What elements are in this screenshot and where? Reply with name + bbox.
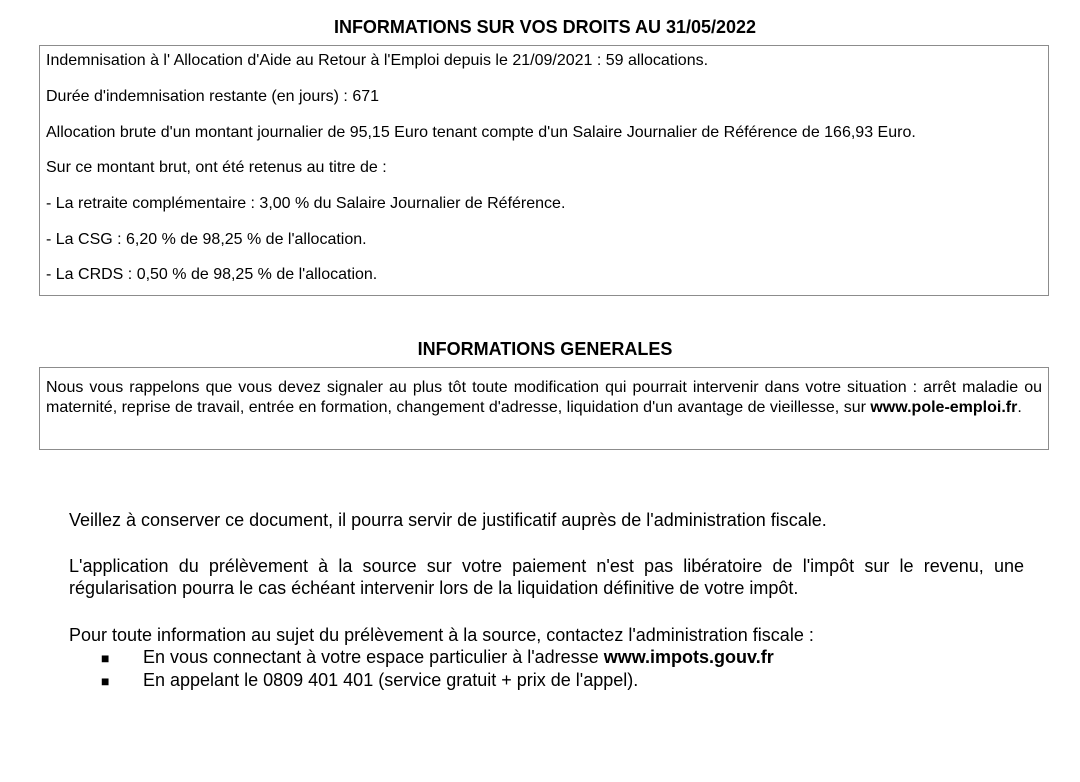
bullet-web-text: En vous connectant à votre espace particulier à l'adresse: [143, 647, 604, 667]
bullet-square-icon: ■: [101, 673, 110, 689]
general-text-body: Nous vous rappelons que vous devez signaler au plus tôt toute modification qui pourrait intervenir dans votre situation : arrêt maladie ou maternité, reprise de travail, entrée en formation, changement d'adresse, liquidation d'un avantage de vieillesse, sur: [46, 379, 1042, 416]
notes-keep: [69, 509, 1024, 531]
pole-emploi-link[interactable]: www.pole-emploi.fr: [870, 399, 1018, 416]
rights-line-retraite: - La retraite complémentaire : 3,00 % du Salaire Journalier de Référence.: [46, 195, 566, 212]
rights-box: [39, 45, 1049, 296]
notes-contact: [69, 624, 1024, 646]
general-box: [39, 367, 1049, 450]
rights-line-duree: Durée d'indemnisation restante (en jours) : 671: [46, 88, 380, 105]
rights-line-allocation: Allocation brute d'un montant journalier de 95,15 Euro tenant compte d'un Salaire Journalier de Référence de 166,93 Euro.: [46, 124, 916, 141]
rights-line-indemnisation: Indemnisation à l' Allocation d'Aide au Retour à l'Emploi depuis le 21/09/2021 : 59 allocations.: [46, 52, 709, 69]
notes-contact-text: Pour toute information au sujet du prélèvement à la source, contactez l'administration fiscale :: [69, 625, 814, 645]
rights-line-crds: - La CRDS : 0,50 % de 98,25 % de l'allocation.: [46, 266, 378, 283]
impots-link[interactable]: www.impots.gouv.fr: [603, 647, 774, 667]
bullet-web: [101, 646, 774, 669]
notes-withholding-text: L'application du prélèvement à la source sur votre paiement n'est pas libératoire de l'impôt sur le revenu, une régularisation pourra le cas échéant intervenir lors de la liquidation définitive de votre impôt.: [69, 556, 1024, 598]
rights-line-retenues: Sur ce montant brut, ont été retenus au titre de :: [46, 159, 387, 176]
general-text: [46, 378, 1042, 418]
notes-withholding: [69, 555, 1024, 599]
rights-title: INFORMATIONS SUR VOS DROITS AU 31/05/2022: [333, 17, 757, 37]
notes-keep-text: Veillez à conserver ce document, il pourra servir de justificatif auprès de l'administration fiscale.: [69, 510, 827, 530]
bullet-square-icon: ■: [101, 650, 110, 666]
general-text-end: .: [1017, 399, 1022, 416]
rights-line-csg: - La CSG : 6,20 % de 98,25 % de l'allocation.: [46, 231, 367, 248]
general-title: INFORMATIONS GENERALES: [417, 339, 673, 359]
bullet-phone-text: En appelant le 0809 401 401 (service gratuit + prix de l'appel).: [143, 670, 639, 690]
bullet-phone: [101, 669, 638, 692]
